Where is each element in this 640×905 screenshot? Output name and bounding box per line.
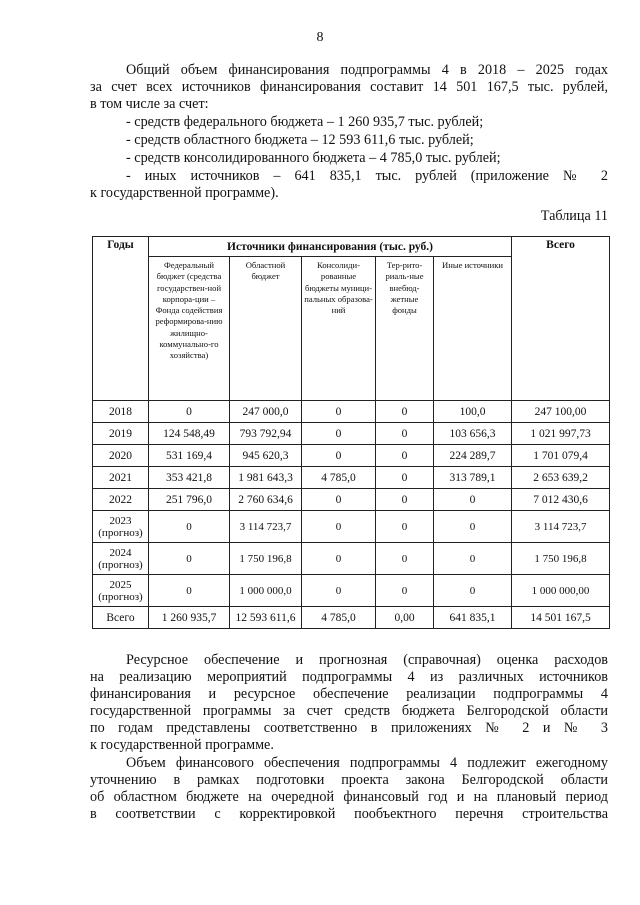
cell-extrabudgetary: 0 <box>376 401 434 423</box>
header-years: Годы <box>93 237 149 401</box>
intro-line-1: Общий объем финансирования подпрограммы 4 в 2018 – 2025 годах <box>126 62 608 78</box>
cell-regional: 3 114 723,7 <box>230 511 302 543</box>
cell-extrabudgetary: 0 <box>376 445 434 467</box>
intro-line-3: в том числе за счет: <box>90 96 209 112</box>
cell-total: 1 750 196,8 <box>512 543 610 575</box>
cell-year: 2018 <box>93 401 149 423</box>
cell-year <box>93 511 149 543</box>
cell-municipal: 4 785,0 <box>302 467 376 489</box>
volume-line-1: Объем финансового обеспечения подпрограммы 4 подлежит ежегодному <box>126 755 608 771</box>
bullet-other-line-2: к государственной программе). <box>90 185 279 201</box>
cell-extrabudgetary: 0 <box>376 511 434 543</box>
cell-regional: 2 760 634,6 <box>230 489 302 511</box>
subheader-federal: Федеральный бюджет (средства государствен-ной корпора-ции – Фонда содействия реформирова-нию жилищно-коммунально-го хозяйства) <box>149 257 230 401</box>
cell-federal: 353 421,8 <box>149 467 230 489</box>
table-row <box>93 467 610 489</box>
cell-other: 641 835,1 <box>434 607 512 629</box>
table-row <box>93 445 610 467</box>
cell-regional: 247 000,0 <box>230 401 302 423</box>
cell-municipal: 0 <box>302 543 376 575</box>
cell-other: 0 <box>434 511 512 543</box>
volume-line-2: уточнению в рамках подготовки проекта закона Белгородской области <box>90 772 608 788</box>
cell-other: 0 <box>434 575 512 607</box>
cell-municipal: 0 <box>302 575 376 607</box>
table-label: Таблица 11 <box>540 208 608 224</box>
table-row <box>93 423 610 445</box>
table-row <box>93 511 610 543</box>
cell-total: 2 653 639,2 <box>512 467 610 489</box>
bullet-other-line-1: - иных источников – 641 835,1 тыс. рублей (приложение № 2 <box>126 168 608 184</box>
cell-federal: 124 548,49 <box>149 423 230 445</box>
financing-table <box>92 236 610 629</box>
bullet-consolidated: - средств консолидированного бюджета – 4 785,0 тыс. рублей; <box>126 150 501 166</box>
cell-federal: 0 <box>149 575 230 607</box>
cell-year-note: (прогноз) <box>98 526 143 539</box>
cell-year-value: 2023 <box>109 514 132 527</box>
cell-other: 100,0 <box>434 401 512 423</box>
bullet-federal: - средств федерального бюджета – 1 260 935,7 тыс. рублей; <box>126 114 484 130</box>
cell-total: 1 000 000,00 <box>512 575 610 607</box>
cell-municipal: 0 <box>302 401 376 423</box>
resource-line-6: к государственной программе. <box>90 737 274 753</box>
cell-other: 313 789,1 <box>434 467 512 489</box>
cell-municipal: 4 785,0 <box>302 607 376 629</box>
cell-year: 2019 <box>93 423 149 445</box>
table-row <box>93 575 610 607</box>
page-number: 8 <box>316 30 324 45</box>
table-row <box>93 401 610 423</box>
cell-total: 7 012 430,6 <box>512 489 610 511</box>
header-sources: Источники финансирования (тыс. руб.) <box>149 237 512 257</box>
cell-year <box>93 543 149 575</box>
cell-regional: 1 981 643,3 <box>230 467 302 489</box>
cell-year-value: 2024 <box>109 546 132 559</box>
cell-other: 224 289,7 <box>434 445 512 467</box>
volume-line-4: в соответствии с корректировкой пообъектного перечня строительства <box>90 806 608 822</box>
cell-year-note: (прогноз) <box>98 590 143 603</box>
cell-federal: 0 <box>149 511 230 543</box>
subheader-municipal: Консолиди-рованные бюджеты муници-пальных образова-ний <box>302 257 376 401</box>
cell-other: 0 <box>434 543 512 575</box>
table-row <box>93 489 610 511</box>
cell-municipal: 0 <box>302 445 376 467</box>
cell-year: 2021 <box>93 467 149 489</box>
cell-extrabudgetary: 0 <box>376 489 434 511</box>
cell-extrabudgetary: 0,00 <box>376 607 434 629</box>
resource-line-4: государственной программы за счет средств бюджета Белгородской области <box>90 703 608 719</box>
cell-regional: 945 620,3 <box>230 445 302 467</box>
cell-total-label: Всего <box>93 607 149 629</box>
cell-federal: 0 <box>149 543 230 575</box>
cell-federal: 0 <box>149 401 230 423</box>
cell-total: 3 114 723,7 <box>512 511 610 543</box>
cell-year: 2022 <box>93 489 149 511</box>
resource-line-3: финансирования и ресурсное обеспечение реализации подпрограммы 4 <box>90 686 608 702</box>
subheader-regional: Областной бюджет <box>230 257 302 401</box>
table-total-row <box>93 607 610 629</box>
cell-regional: 793 792,94 <box>230 423 302 445</box>
cell-extrabudgetary: 0 <box>376 543 434 575</box>
cell-total: 247 100,00 <box>512 401 610 423</box>
cell-year <box>93 575 149 607</box>
cell-total: 1 701 079,4 <box>512 445 610 467</box>
cell-year-value: 2025 <box>109 578 132 591</box>
cell-federal: 531 169,4 <box>149 445 230 467</box>
cell-other: 103 656,3 <box>434 423 512 445</box>
cell-extrabudgetary: 0 <box>376 575 434 607</box>
resource-line-5: по годам представлены соответственно в приложениях № 2 и № 3 <box>90 720 608 736</box>
bullet-regional: - средств областного бюджета – 12 593 611,6 тыс. рублей; <box>126 132 474 148</box>
cell-year: 2020 <box>93 445 149 467</box>
resource-line-1: Ресурсное обеспечение и прогнозная (справочная) оценка расходов <box>126 652 608 668</box>
cell-extrabudgetary: 0 <box>376 423 434 445</box>
subheader-other: Иные источники <box>434 257 512 401</box>
table-row <box>93 543 610 575</box>
cell-total: 14 501 167,5 <box>512 607 610 629</box>
cell-total: 1 021 997,73 <box>512 423 610 445</box>
cell-municipal: 0 <box>302 423 376 445</box>
header-total: Всего <box>512 237 610 401</box>
resource-line-2: на реализацию мероприятий подпрограммы 4 из различных источников <box>90 669 608 685</box>
cell-regional: 12 593 611,6 <box>230 607 302 629</box>
intro-line-2: за счет всех источников финансирования составит 14 501 167,5 тыс. рублей, <box>90 79 608 95</box>
volume-line-3: об областном бюджете на очередной финансовый год и на плановый период <box>90 789 608 805</box>
cell-year-note: (прогноз) <box>98 558 143 571</box>
cell-regional: 1 750 196,8 <box>230 543 302 575</box>
cell-other: 0 <box>434 489 512 511</box>
cell-municipal: 0 <box>302 511 376 543</box>
cell-regional: 1 000 000,0 <box>230 575 302 607</box>
cell-municipal: 0 <box>302 489 376 511</box>
subheader-extrabudgetary: Тер-рито-риаль-ные внебюд-жетные фонды <box>376 257 434 401</box>
cell-federal: 251 796,0 <box>149 489 230 511</box>
cell-extrabudgetary: 0 <box>376 467 434 489</box>
cell-federal: 1 260 935,7 <box>149 607 230 629</box>
